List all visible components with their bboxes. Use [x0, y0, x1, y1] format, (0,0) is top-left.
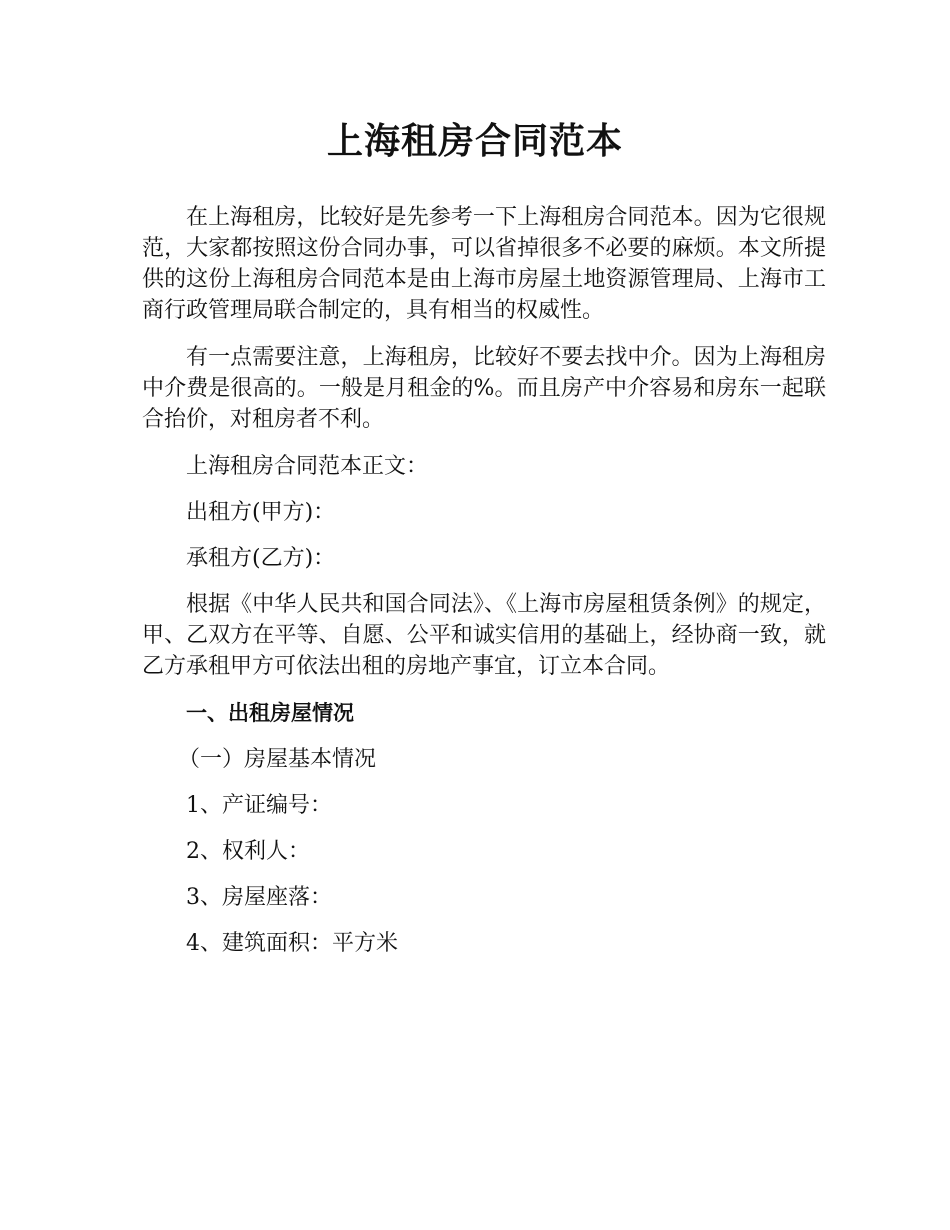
- subsection-heading: （一）房屋基本情况: [178, 747, 377, 772]
- document-title: 上海租房合同范本: [326, 121, 623, 162]
- list-item: 3、房屋座落：: [186, 885, 332, 910]
- list-item: 4、建筑面积：平方米: [186, 931, 398, 956]
- intro-paragraph: 在上海租房，比较好是先参考一下上海租房合同范本。因为它很规范，大家都按照这份合同办事，可以省掉很多不必要的麻烦。本文所提供的这份上海租房合同范本是由上海市房屋土地资源管理局、上海市工商行政管理局联合制定的，具有相当的权威性。: [142, 205, 826, 323]
- lessor-field: 出租方(甲方)：: [186, 500, 336, 525]
- list-item: 2、权利人：: [186, 839, 310, 864]
- list-item: 1、产证编号：: [186, 793, 332, 818]
- document-body: [142, 202, 826, 974]
- section-heading: 一、出租房屋情况: [186, 701, 354, 725]
- lessee-field: 承租方(乙方)：: [186, 546, 336, 571]
- agency-note-paragraph: 有一点需要注意，上海租房，比较好不要去找中介。因为上海租房中介费是很高的。一般是月租金的%。而且房产中介容易和房东一起联合抬价，对租房者不利。: [142, 345, 826, 432]
- contract-text-intro: 上海租房合同范本正文：: [186, 454, 429, 479]
- legal-basis-paragraph: 根据《中华人民共和国合同法》、《上海市房屋租赁条例》的规定，甲、乙双方在平等、自愿、公平和诚实信用的基础上，经协商一致，就乙方承租甲方可依法出租的房地产事宜，订立本合同。: [142, 592, 826, 679]
